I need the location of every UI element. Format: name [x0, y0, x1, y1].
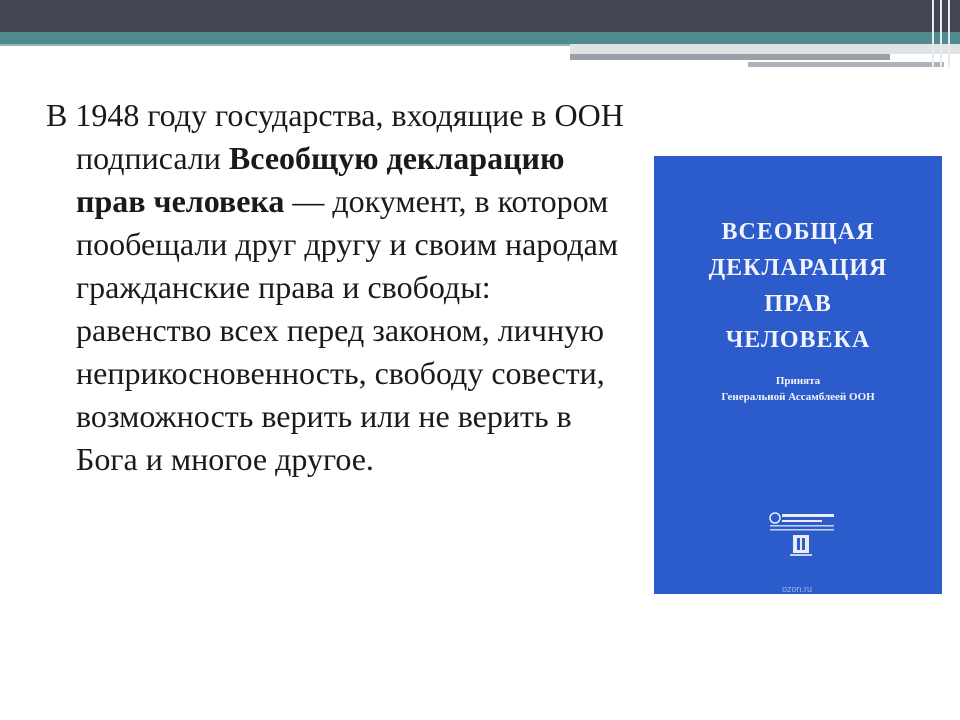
banner-gray-bar-lower	[748, 62, 944, 67]
paragraph-rest: — документ, в котором пообещали друг другу и своим народам гражданские права и свободы: равенство всех перед законом, личную неприкосновенность, свободу совести, возможность верить или не верить в Бога и многое другое.	[76, 183, 619, 477]
banner-dark-strip	[0, 0, 960, 32]
book-cover-subtitle	[654, 373, 942, 405]
book-title-line: ЧЕЛОВЕКА	[725, 327, 871, 353]
book-cover-image	[654, 156, 942, 594]
book-title-line: ДЕКЛАРАЦИЯ	[708, 255, 888, 281]
book-title-line: ВСЕОБЩАЯ	[721, 219, 875, 245]
book-cover-title	[654, 214, 942, 358]
banner-thin-line	[0, 44, 570, 46]
book-subtitle-line: Принята	[775, 375, 821, 387]
publisher-logo-icon	[766, 510, 836, 558]
banner-step-block	[570, 44, 960, 54]
slide-body-text	[46, 94, 626, 481]
paragraph-intro: В 1948 году государства, входящие в ООН подписали	[46, 97, 624, 176]
cover-watermark: ozon.ru	[782, 584, 813, 594]
paragraph-bold-term: Всеобщую декларацию прав человека	[76, 140, 565, 219]
banner-edge-lines	[926, 0, 960, 68]
book-title-line: ПРАВ	[764, 291, 832, 317]
book-subtitle-line: Генеральной Ассамблеей ООН	[721, 391, 875, 403]
banner-teal-strip	[0, 32, 960, 44]
banner-gray-bar	[570, 54, 890, 60]
bullet-paragraph	[46, 94, 626, 481]
